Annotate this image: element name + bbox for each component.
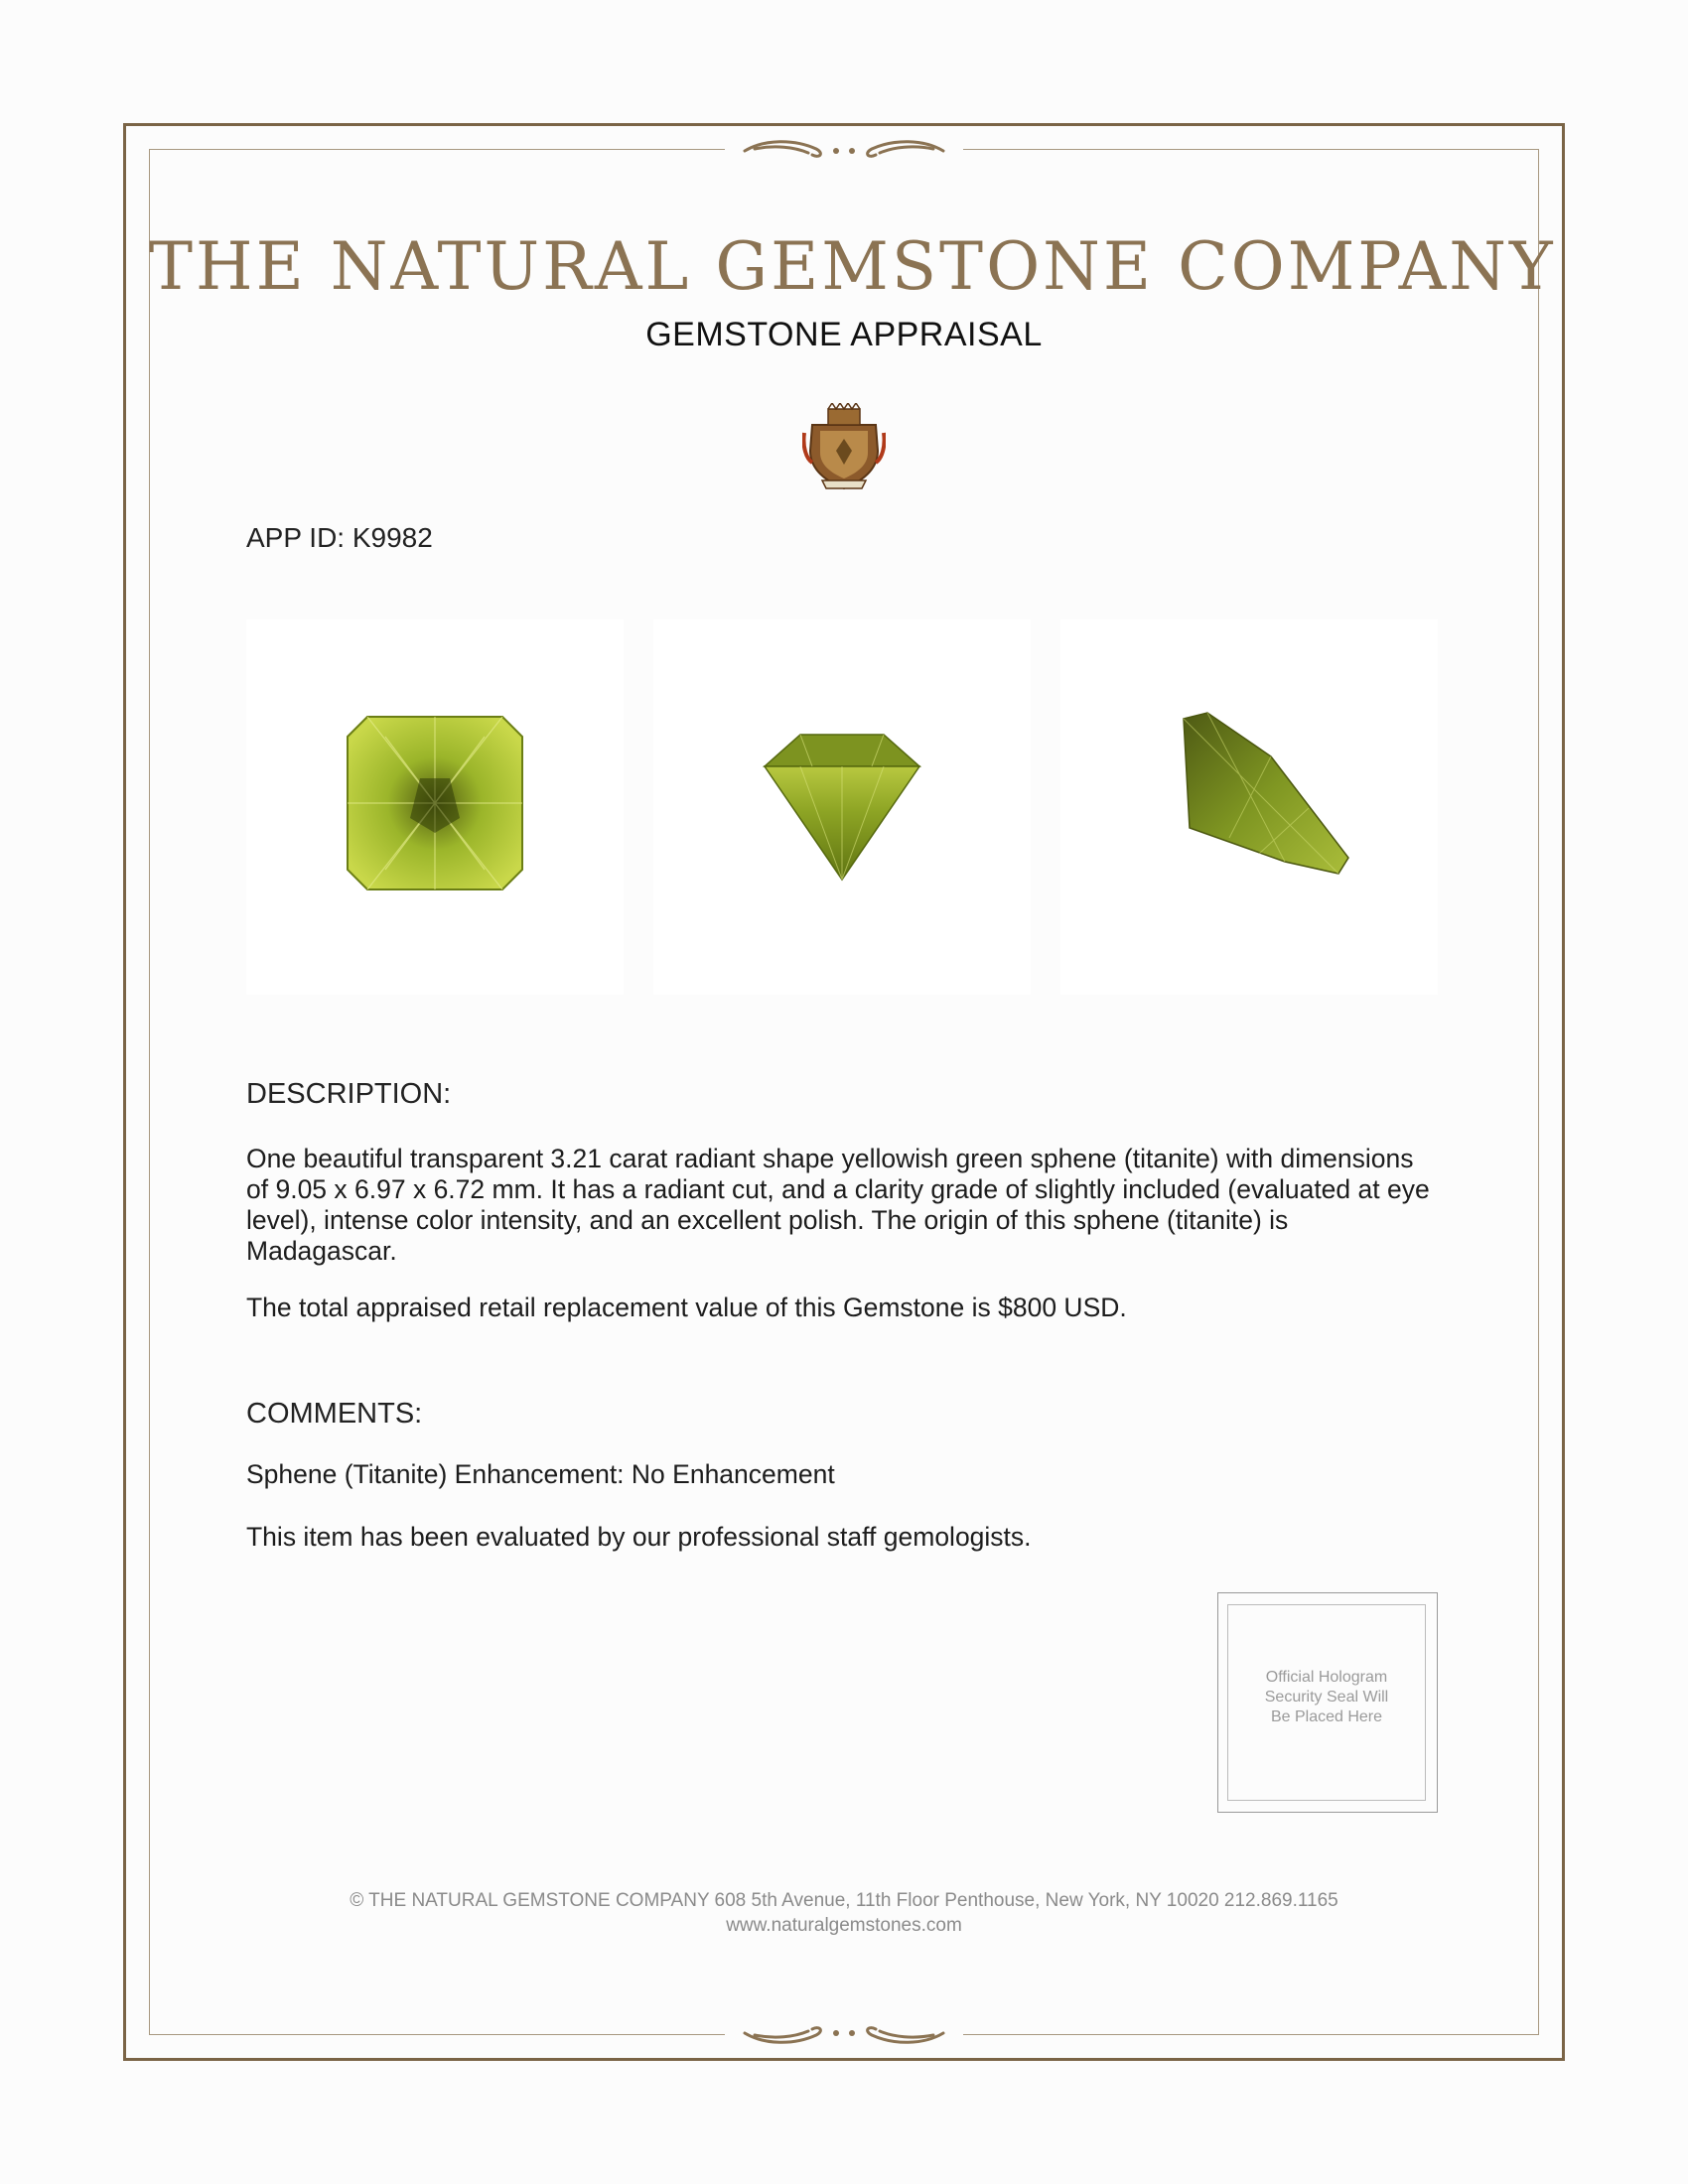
seal-line-1: Official Hologram — [1265, 1669, 1388, 1686]
hologram-seal-text — [1227, 1668, 1426, 1727]
footer-website[interactable]: www.naturalgemstones.com — [726, 1915, 962, 1936]
appraised-value: The total appraised retail replacement value of this Gemstone is $800 USD. — [246, 1293, 1127, 1322]
app-id: APP ID: K9982 — [246, 522, 433, 553]
footer-address: © THE NATURAL GEMSTONE COMPANY 608 5th Avenue, 11th Floor Penthouse, New York, NY 10020 212.869.1165 — [350, 1890, 1338, 1911]
seal-line-3: Be Placed Here — [1270, 1708, 1383, 1725]
top-ornament-icon — [725, 133, 963, 163]
bottom-ornament-icon — [725, 2021, 963, 2051]
company-name: THE NATURAL GEMSTONE COMPANY — [149, 228, 1556, 305]
gem-image-side — [653, 619, 1031, 995]
seal-line-2: Security Seal Will — [1264, 1689, 1389, 1706]
gem-image-angle — [1060, 619, 1438, 995]
description-body: One beautiful transparent 3.21 carat radiant shape yellowish green sphene (titanite) with dimensions of 9.05 x 6.97 x 6.72 mm. It has a radiant cut, and a clarity grade of slightly included (evaluated at eye level), intense color intensity, and an excellent polish. The origin of this sphene (titanite) is Madagascar. — [246, 1144, 1430, 1266]
evaluation-note: This item has been evaluated by our professional staff gemologists. — [246, 1522, 1032, 1552]
comments-heading: COMMENTS: — [246, 1398, 423, 1430]
document-subtitle: GEMSTONE APPRAISAL — [645, 316, 1043, 353]
enhancement-note: Sphene (Titanite) Enhancement: No Enhancement — [246, 1459, 835, 1489]
gem-image-top — [246, 619, 624, 995]
crest-logo-icon — [802, 403, 886, 494]
description-heading: DESCRIPTION: — [246, 1078, 452, 1110]
